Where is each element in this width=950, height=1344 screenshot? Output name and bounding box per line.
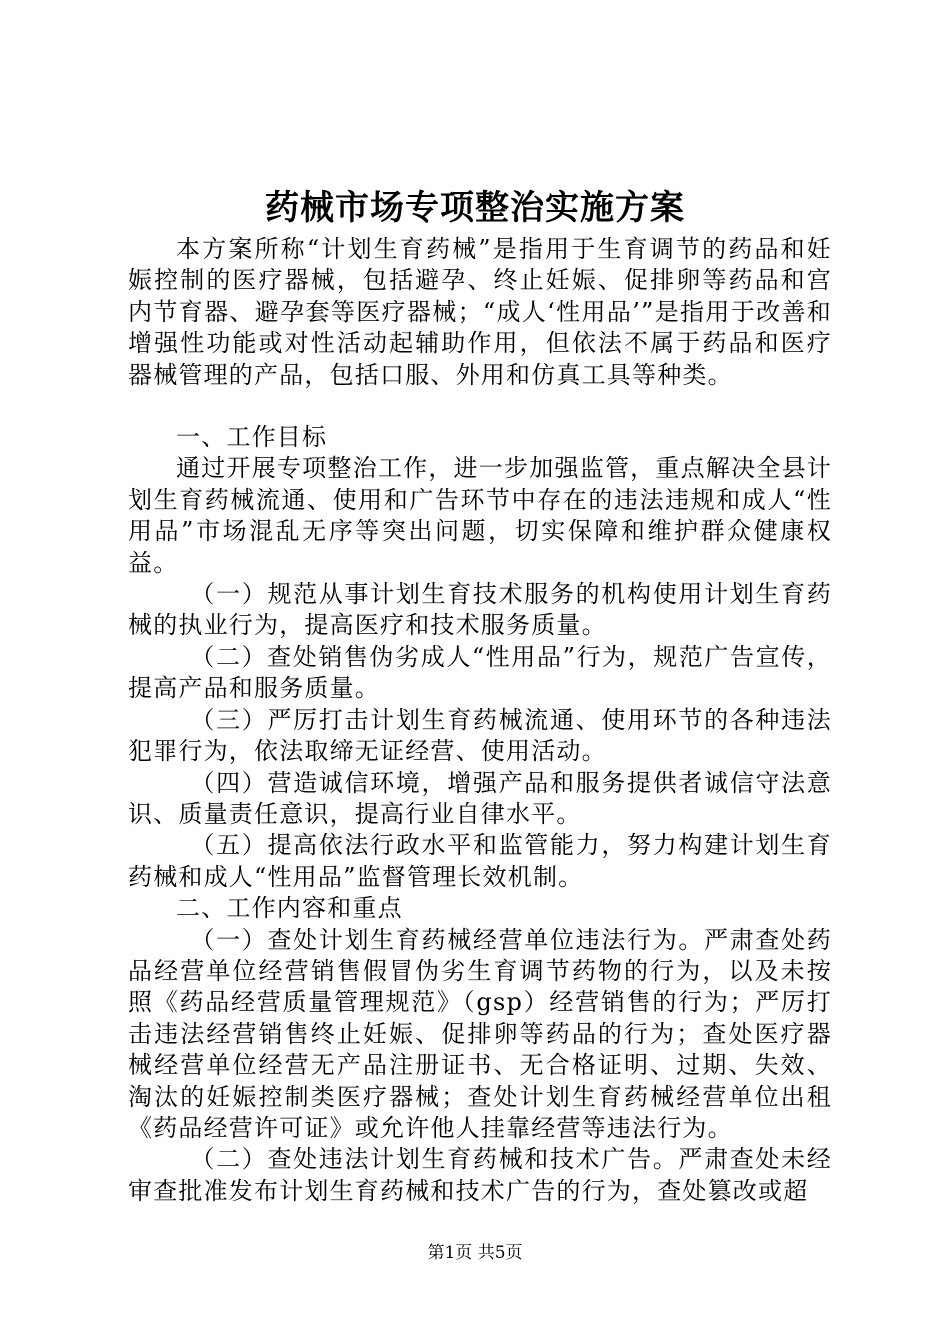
section-1-item: （三）严厉打击计划生育药械流通、使用环节的各种违法犯罪行为，依法取缔无证经营、使用活动。 <box>128 705 832 766</box>
section-2-heading: 二、工作内容和重点 <box>176 894 403 923</box>
page-number: 第1页 共5页 <box>427 1243 523 1263</box>
section-2-item: （一）查处计划生育药械经营单位违法行为。严肃查处药品经营单位经营销售假冒伪劣生育调节药物的行为，以及未按照《药品经营质量管理规范》（gsp）经营销售的行为；严厉打击违法经营销售终止妊娠、促排卵等药品的行为；查处医疗器械经营单位经营无产品注册证书、无合格证明、过期、失效、淘汰的妊娠控制类医疗器械；查处计划生育药械经营单位出租《药品经营许可证》或允许他人挂靠经营等违法行为。 <box>128 925 832 1142</box>
section-1-item: （四）营造诚信环境，增强产品和服务提供者诚信守法意识、质量责任意识，提高行业自律水平。 <box>128 768 832 828</box>
section-1-item: （一）规范从事计划生育技术服务的机构使用计划生育药械的执业行为，提高医疗和技术服务质量。 <box>128 580 832 640</box>
section-1-body: 通过开展专项整治工作，进一步加强监管，重点解决全县计划生育药械流通、使用和广告环节中存在的违法违规和成人“性用品”市场混乱无序等突出问题，切实保障和维护群众健康权益。 <box>128 454 832 577</box>
section-1-item: （二）查处销售伪劣成人“性用品”行为，规范广告宣传，提高产品和服务质量。 <box>128 642 832 703</box>
document-title: 药械市场专项整治实施方案 <box>265 188 685 228</box>
section-1-heading: 一、工作目标 <box>176 423 328 452</box>
intro-paragraph: 本方案所称“计划生育药械”是指用于生育调节的药品和妊娠控制的医疗器械，包括避孕、终止妊娠、促排卵等药品和宫内节育器、避孕套等医疗器械；“成人‘性用品’”是指用于改善和增强性功能或对性活动起辅助作用，但依法不属于药品和医疗器械管理的产品，包括口服、外用和仿真工具等种类。 <box>128 235 832 389</box>
section-1-item: （五）提高依法行政水平和监管能力，努力构建计划生育药械和成人“性用品”监督管理长效机制。 <box>128 831 832 891</box>
section-2-item: （二）查处违法计划生育药械和技术广告。严肃查处未经审查批准发布计划生育药械和技术广告的行为，查处篡改或超 <box>128 1145 832 1205</box>
document-body <box>128 234 832 1207</box>
